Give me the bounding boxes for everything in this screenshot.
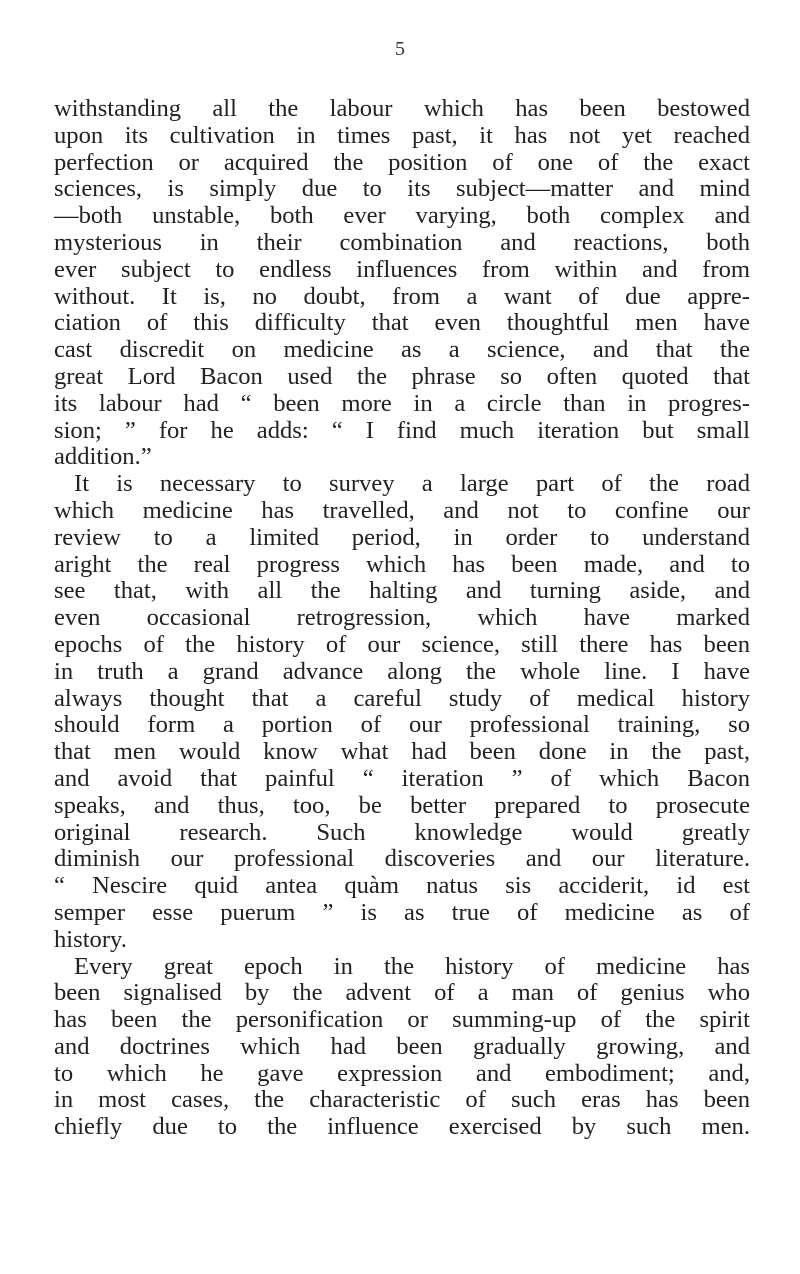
body-text (54, 96, 750, 1141)
text-line: sciences, is simply due to its subject—matter and mind (54, 175, 750, 203)
text-line: to which he gave expression and embodiment; and, (54, 1059, 750, 1087)
text-line: ciation of this difficulty that even thoughtful men have (54, 309, 750, 337)
text-line: history. (54, 925, 127, 953)
text-line: speaks, and thus, too, be better prepared to prosecute (54, 791, 750, 819)
text-line: in most cases, the characteristic of such eras has been (54, 1086, 750, 1114)
text-line: sion; ” for he adds: “ I find much iteration but small (54, 416, 750, 444)
text-line: should form a portion of our professional training, so (54, 711, 750, 739)
text-line: diminish our professional discoveries and our literature. (54, 845, 750, 873)
text-line: withstanding all the labour which has been bestowed (54, 95, 750, 122)
text-line: review to a limited period, in order to understand (54, 523, 750, 551)
text-line: been signalised by the advent of a man of genius who (54, 979, 750, 1007)
text-line: upon its cultivation in times past, it has not yet reached (54, 121, 750, 149)
text-line: addition.” (54, 443, 152, 471)
text-line: chiefly due to the influence exercised by such men. (54, 1113, 750, 1141)
text-line: —both unstable, both ever varying, both complex and (54, 202, 750, 230)
text-line: that men would know what had been done in the past, (54, 738, 750, 766)
text-line: “ Nescire quid antea quàm natus sis acciderit, id est (54, 872, 750, 900)
text-line: which medicine has travelled, and not to confine our (54, 496, 750, 524)
text-line: semper esse puerum ” is as true of medicine as of (54, 898, 750, 926)
text-line: always thought that a careful study of medical history (54, 684, 750, 712)
text-line: even occasional retrogression, which have marked (54, 604, 750, 632)
text-line: epochs of the history of our science, still there has been (54, 630, 750, 658)
text-line: and avoid that painful “ iteration ” of which Bacon (54, 764, 750, 792)
text-line: and doctrines which had been gradually growing, and (54, 1032, 750, 1060)
text-line: see that, with all the halting and turning aside, and (54, 577, 750, 605)
text-line: original research. Such knowledge would greatly (54, 818, 750, 846)
text-line: mysterious in their combination and reactions, both (54, 228, 750, 256)
text-line: ever subject to endless influences from within and from (54, 255, 750, 283)
text-line: cast discredit on medicine as a science, and that the (54, 336, 750, 364)
text-line: its labour had “ been more in a circle than in progres- (54, 389, 750, 417)
text-line: aright the real progress which has been made, and to (54, 550, 750, 578)
text-line: Every great epoch in the history of medicine has (74, 952, 750, 980)
text-line: great Lord Bacon used the phrase so often quoted that (54, 362, 750, 390)
text-line: It is necessary to survey a large part of the road (74, 470, 750, 498)
page-number: 5 (395, 38, 405, 60)
text-line: in truth a grand advance along the whole line. I have (54, 657, 750, 685)
text-line: without. It is, no doubt, from a want of due appre- (54, 282, 750, 310)
text-line: has been the personification or summing-up of the spirit (54, 1006, 750, 1034)
text-line: perfection or acquired the position of one of the exact (54, 148, 750, 176)
